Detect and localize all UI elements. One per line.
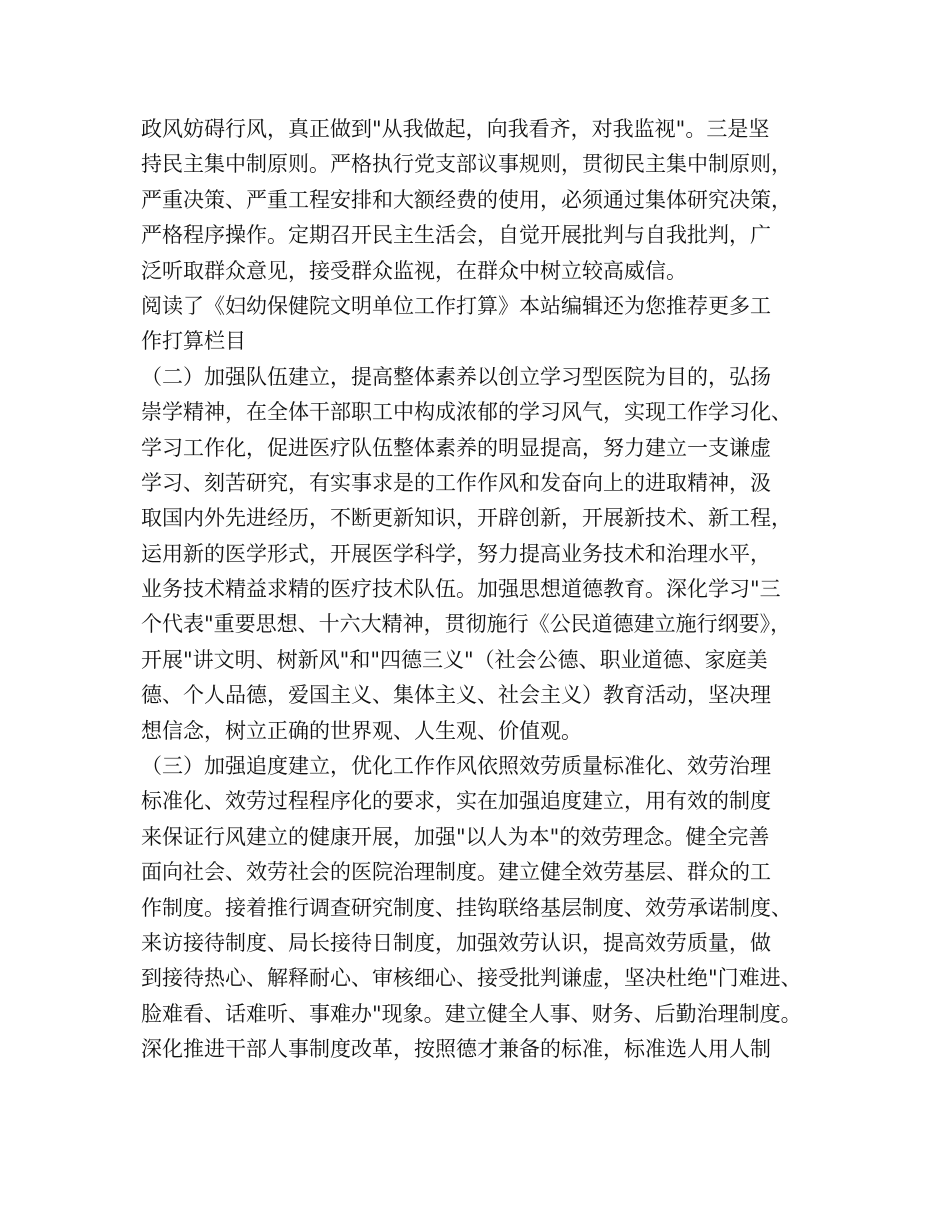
text-line: 泛听取群众意见，接受群众监视，在群众中树立较高威信。 [141, 258, 687, 283]
text-line: 持民主集中制原则。严格执行党支部议事规则，贯彻民主集中制原则， [141, 152, 792, 177]
text-line: 标准化、效劳过程程序化的要求，实在加强追度建立，用有效的制度 [141, 789, 771, 814]
text-line: 来访接待制度、局长接待日制度，加强效劳认识，提高效劳质量，做 [141, 930, 771, 955]
text-line: 到接待热心、解释耐心、审核细心、接受批判谦虚，坚决杜绝"门难进、 [141, 966, 802, 991]
text-line: 脸难看、话难听、事难办"现象。建立健全人事、财务、后勤治理制度。 [141, 1001, 802, 1026]
text-line: 德、个人品德，爱国主义、集体主义、社会主义）教育活动，坚决理 [141, 683, 771, 708]
text-line: 学习、刻苦研究，有实事求是的工作作风和发奋向上的进取精神，汲 [141, 470, 771, 495]
text-line: 取国内外先进经历，不断更新知识，开辟创新，开展新技术、新工程， [141, 506, 792, 531]
text-line: 开展"讲文明、树新风"和"四德三义"（社会公德、职业道德、家庭美 [141, 647, 768, 672]
text-line: 崇学精神，在全体干部职工中构成浓郁的学习风气，实现工作学习化、 [141, 400, 792, 425]
text-line: 学习工作化，促进医疗队伍整体素养的明显提高，努力建立一支谦虚 [141, 435, 771, 460]
text-line: （二）加强队伍建立，提高整体素养以创立学习型医院为目的，弘扬 [141, 364, 771, 389]
text-line: 严重决策、严重工程安排和大额经费的使用，必须通过集体研究决策， [141, 187, 792, 212]
text-line: 想信念，树立正确的世界观、人生观、价值观。 [141, 718, 582, 743]
text-line: 深化推进干部人事制度改革，按照德才兼备的标准，标准选人用人制 [141, 1037, 771, 1062]
text-line: （三）加强追度建立，优化工作作风依照效劳质量标准化、效劳治理 [141, 754, 771, 779]
text-line: 作制度。接着推行调查研究制度、挂钩联络基层制度、效劳承诺制度、 [141, 895, 792, 920]
text-line: 严格程序操作。定期召开民主生活会，自觉开展批判与自我批判，广 [141, 223, 771, 248]
text-line: 来保证行风建立的健康开展，加强"以人为本"的效劳理念。健全完善 [141, 824, 770, 849]
text-line: 作打算栏目 [141, 329, 246, 354]
text-line: 阅读了《妇幼保健院文明单位工作打算》本站编辑还为您推荐更多工 [141, 293, 771, 318]
text-line: 业务技术精益求精的医疗技术队伍。加强思想道德教育。深化学习"三 [141, 577, 781, 602]
document-body [141, 112, 841, 1068]
text-line: 运用新的医学形式，开展医学科学，努力提高业务技术和治理水平， [141, 541, 771, 566]
text-line: 面向社会、效劳社会的医院治理制度。建立健全效劳基层、群众的工 [141, 860, 771, 885]
text-line: 政风妨碍行风，真正做到"从我做起，向我看齐，对我监视"。三是坚 [141, 117, 770, 141]
text-line: 个代表"重要思想、十六大精神，贯彻施行《公民道德建立施行纲要》， [141, 612, 792, 637]
